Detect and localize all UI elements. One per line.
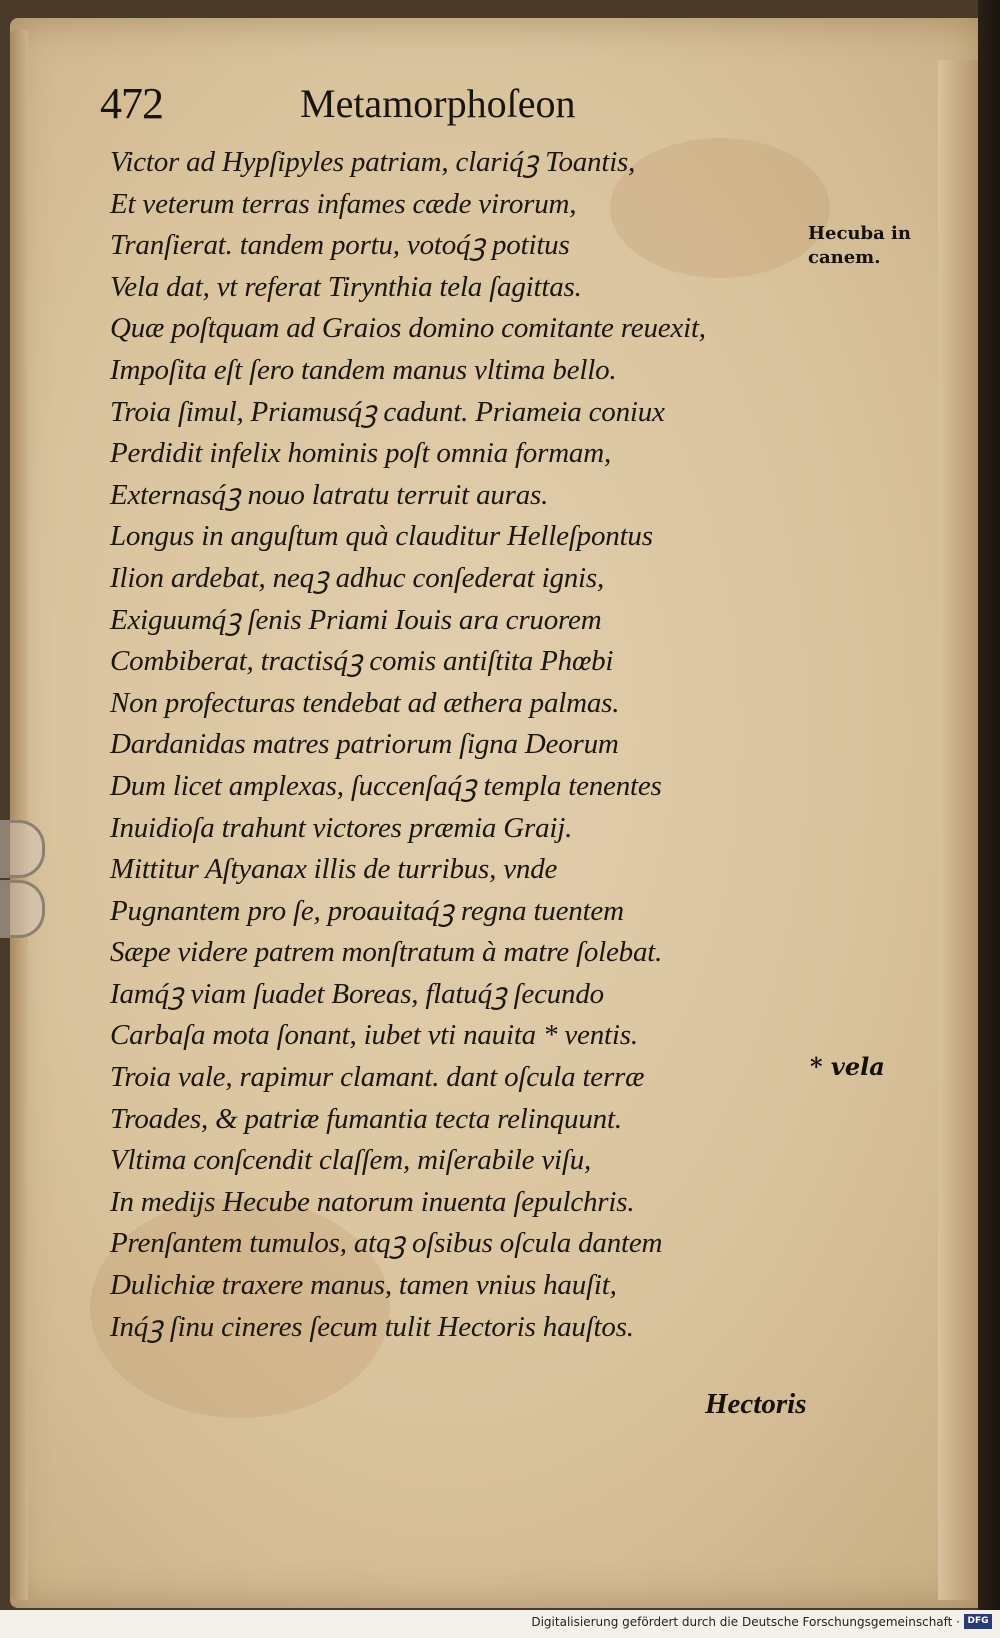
verse-line: Quæ poſtquam ad Graios domino comitante reuexit,: [110, 312, 706, 345]
scan-border: [978, 0, 1000, 1610]
page-header: [100, 78, 860, 138]
margin-note-vela: * vela: [810, 1052, 885, 1081]
verse-line: Iamq́ꝫ viam ſuadet Boreas, flatuq́ꝫ ſecundo: [110, 977, 604, 1010]
verse-line: Impoſita eſt ſero tandem manus vltima bello.: [110, 353, 617, 386]
verse-line: Carbaſa mota ſonant, iubet vti nauita * ventis.: [110, 1019, 638, 1052]
verse-block: [110, 142, 790, 1348]
verse-line: Troia vale, rapimur clamant. dant oſcula terræ: [110, 1061, 645, 1094]
margin-note-line: canem.: [808, 247, 881, 268]
verse-line: In medijs Hecube natorum inuenta ſepulchris.: [110, 1185, 635, 1218]
verse-line: Externasq́ꝫ nouo latratu terruit auras.: [110, 478, 549, 511]
verse-line: Pugnantem pro ſe, proauitaq́ꝫ regna tuentem: [110, 894, 624, 927]
verse-line: Combiberat, tractisq́ꝫ comis antiſtita Phœbi: [110, 645, 614, 678]
verse-line: Exiguumq́ꝫ ſenis Priami Iouis ara cruorem: [110, 603, 602, 636]
verse-line: Prenſantem tumulos, atqꝫ oſsibus oſcula dantem: [110, 1227, 663, 1260]
verse-line: Mittitur Aſtyanax illis de turribus, vnde: [110, 853, 558, 886]
verse-line: Vela dat, vt referat Tirynthia tela ſagittas.: [110, 270, 582, 303]
running-title: Metamorphoſeon: [300, 81, 576, 126]
verse-line: Dulichiæ traxere manus, tamen vnius hauſit,: [110, 1269, 617, 1302]
binding-ring: [0, 820, 45, 878]
catchword: Hectoris: [705, 1388, 807, 1420]
adjacent-page-edge: [938, 60, 978, 1600]
verse-line: Inq́ꝫ ſinu cineres ſecum tulit Hectoris hauſtos.: [110, 1310, 634, 1343]
verse-line: Troia ſimul, Priamusq́ꝫ cadunt. Priameia coniux: [110, 395, 665, 428]
margin-note-hecuba: [808, 222, 911, 270]
dfg-logo: DFG: [964, 1614, 992, 1629]
verse-line: Troades, & patriæ fumantia tecta relinquunt.: [110, 1102, 622, 1135]
verse-line: Sæpe videre patrem monſtratum à matre ſolebat.: [110, 936, 663, 969]
verse-line: Et veterum terras infames cæde virorum,: [110, 187, 577, 220]
binding-ring: [0, 880, 45, 938]
verse-line: Longus in anguſtum quà clauditur Helleſpontus: [110, 520, 653, 553]
verse-line: Dardanidas matres patriorum ſigna Deorum: [110, 728, 619, 761]
digitization-footer: [0, 1610, 1000, 1638]
verse-line: Dum licet amplexas, ſuccenſaq́ꝫ templa tenentes: [110, 769, 662, 802]
page-number: 472: [100, 79, 163, 128]
verse-line: Tranſierat. tandem portu, votoq́ꝫ potitus: [110, 229, 570, 262]
verse-line: Perdidit infelix hominis poſt omnia formam,: [110, 437, 612, 470]
verse-line: Ilion ardebat, neqꝫ adhuc conſederat ignis,: [110, 561, 605, 594]
page-fold: [10, 30, 28, 1600]
footer-credit: Digitalisierung gefördert durch die Deutsche Forschungsgemeinschaft ·: [531, 1615, 960, 1629]
verse-line: Victor ad Hypſipyles patriam, clariq́ꝫ Toantis,: [110, 146, 636, 178]
verse-line: Non profecturas tendebat ad æthera palmas.: [110, 686, 620, 719]
verse-line: Vltima conſcendit claſſem, miſerabile viſu,: [110, 1144, 592, 1177]
margin-note-line: Hecuba in: [808, 223, 911, 244]
verse-line: Inuidioſa trahunt victores præmia Graij.: [110, 811, 573, 844]
